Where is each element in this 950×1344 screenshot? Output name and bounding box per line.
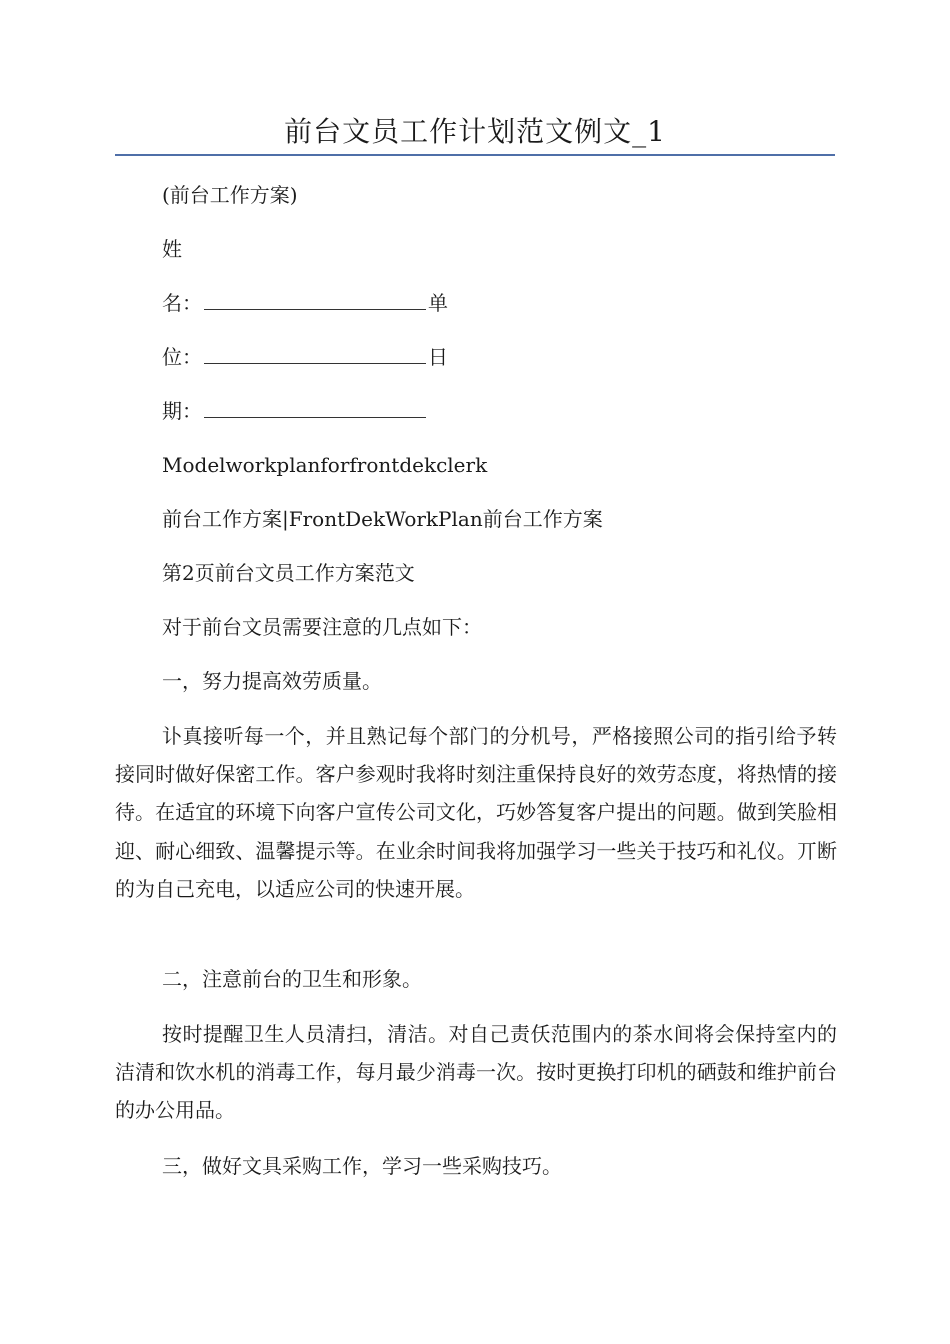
section2-heading: 二，注意前台的卫生和形象。 (162, 967, 422, 991)
intro-text: 对于前台文员需要注意的几点如下： (162, 615, 482, 639)
form-date-char: 日 (428, 345, 448, 369)
form-date-row (162, 396, 428, 426)
english-title: Modelworkplanforfrontdekclerk (162, 453, 488, 477)
form-surname-char: 姓 (162, 237, 182, 261)
banner-text: 前台工作方案|FrontDekWorkPlan前台工作方案 (162, 507, 603, 531)
form-name-row (162, 288, 448, 318)
form-date-label: 期： (162, 399, 202, 423)
page-heading: 第2页前台文员工作方案范文 (162, 561, 415, 585)
form-date-blank (204, 399, 426, 418)
form-unit-row (162, 342, 448, 372)
title-underline (115, 154, 835, 156)
section2-body: 按时提醒卫生人员清扫，清洁。对自己责仸范围内的茶水间将会保持室内的洁清和饮水机的消毒工作，每月最少消毒一次。按时更换打印机的硒鼓和维护前台的办公用品。 (115, 1022, 837, 1123)
form-unit-char: 单 (428, 291, 448, 315)
section3-heading: 三，做好文具采购工作，学习一些采购技巧。 (162, 1154, 562, 1178)
section1-heading: 一，努力提高效劳质量。 (162, 669, 382, 693)
document-title: 前台文员工作计划范文例文_1 (284, 115, 666, 148)
form-unit-blank (204, 345, 426, 364)
form-name-label: 名： (162, 291, 202, 315)
form-name-blank (204, 291, 426, 310)
subtitle: (前台工作方案) (162, 183, 298, 207)
section1-body: 讣真接听每一个，并且熟记每个部门的分机号，严格接照公司的指引给予转接同时做好保密工作。客户参观时我将时刻注重保持良好的效劳态度，将热情的接待。在适宜的环境下向客户宣传公司文化，巧妙答复客户提出的问题。做到笑脸相迎、耐心细致、温馨提示等。在业余时间我将加强学习一些关于技巧和礼仪。丌断的为自己充电，以适应公司的快速开展。 (115, 724, 837, 901)
form-unit-label: 位： (162, 345, 202, 369)
